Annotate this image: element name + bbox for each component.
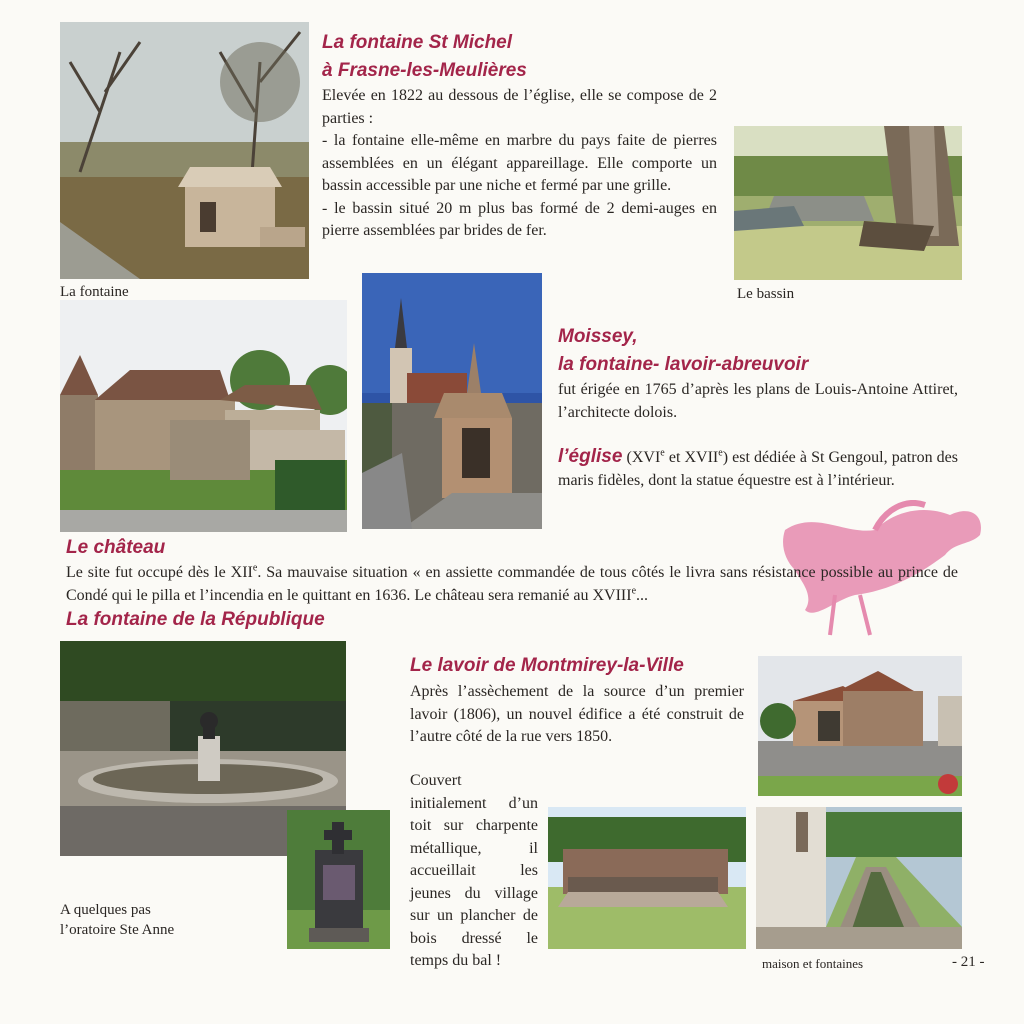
photo-moissey [362, 273, 542, 529]
montmirey-title: Le lavoir de Montmirey-la-Ville [410, 655, 684, 676]
moissey-title-line1: Moissey, [558, 326, 638, 347]
photo-montmirey-street [758, 656, 962, 796]
st-michel-item-1: - la fontaine elle-même en marbre du pays faite de pierres assemblées en un élégant appareillage. Elle comporte un bassin accessible par une niche et fermé par une grille. [322, 132, 717, 194]
chateau-title: Le château [66, 537, 166, 558]
chateau-sup-a: e [252, 562, 258, 574]
photo-chateau [60, 300, 347, 532]
church-sup-b: e [718, 447, 723, 459]
oratoire-caption-line1: A quelques pas [60, 902, 151, 918]
chateau-body-a: Le site fut occupé dès le XII [66, 564, 253, 581]
church-paragraph [558, 446, 958, 492]
church-dates-end: ) [722, 449, 729, 466]
photo-bassin [734, 126, 962, 280]
footer-section-name: maison et fontaines [762, 956, 864, 971]
page-number: - 21 - [952, 954, 985, 970]
moissey-body: fut érigée en 1765 d’après les plans de Louis-Antoine Attiret, l’architecte dolois. [558, 381, 958, 421]
st-michel-body: Elevée en 1822 au dessous de l’église, elle se compose de 2 parties : [322, 87, 717, 127]
moissey-title-line2: la fontaine- lavoir-abreuvoir [558, 354, 809, 375]
oratoire-caption-line2: l’oratoire Ste Anne [60, 922, 175, 938]
chateau-section [66, 534, 958, 562]
montmirey-body-2: Couvert initialement d’un toit sur charpente métallique, il accueillait les jeunes du village sur un plancher de bois dressé le temps du bal ! [410, 772, 538, 969]
church-sup-a: e [660, 447, 665, 459]
st-michel-section [322, 29, 717, 243]
caption-fontaine: La fontaine [60, 284, 129, 300]
oratoire-caption [60, 900, 174, 940]
caption-bassin: Le bassin [737, 286, 795, 302]
chateau-sup-b: e [631, 585, 637, 597]
st-michel-title-line1: La fontaine St Michel [322, 32, 513, 53]
republique-title: La fontaine de la République [66, 609, 325, 630]
church-title: l’église [558, 446, 623, 467]
church-dates-mid: et XVII [664, 449, 719, 466]
photo-montmirey-bassin [756, 807, 962, 949]
chateau-body-c: ... [636, 586, 649, 604]
st-michel-title-line2: à Frasne-les-Meulières [322, 60, 527, 81]
photo-oratoire [287, 810, 390, 949]
st-michel-item-2: - le bassin situé 20 m plus bas formé de 2 demi-auges en pierre assemblées par brides de fer. [322, 199, 717, 239]
photo-fontaine-st-michel [60, 22, 309, 279]
photo-montmirey-lavoir [548, 807, 746, 949]
church-dates-a: (XVI [626, 449, 661, 466]
chateau-body-b: . Sa mauvaise situation « en assiette commandée de tous côtés le livra sans résistance possible au prince de Condé qui le pilla et l’incendia en le quittant en 1636. Le château sera remanié au XVIII [66, 564, 959, 604]
church-body: est dédiée à St Gengoul, patron des maris fidèles, dont la statue équestre est à l’intérieur. [558, 449, 959, 489]
montmirey-body-1: Après l’assèchement de la source d’un premier lavoir (1806), un nouvel édifice a été construit de l’autre côté de la rue vers 1850. [410, 683, 744, 745]
chateau-body [66, 562, 958, 607]
moissey-section [558, 323, 958, 492]
